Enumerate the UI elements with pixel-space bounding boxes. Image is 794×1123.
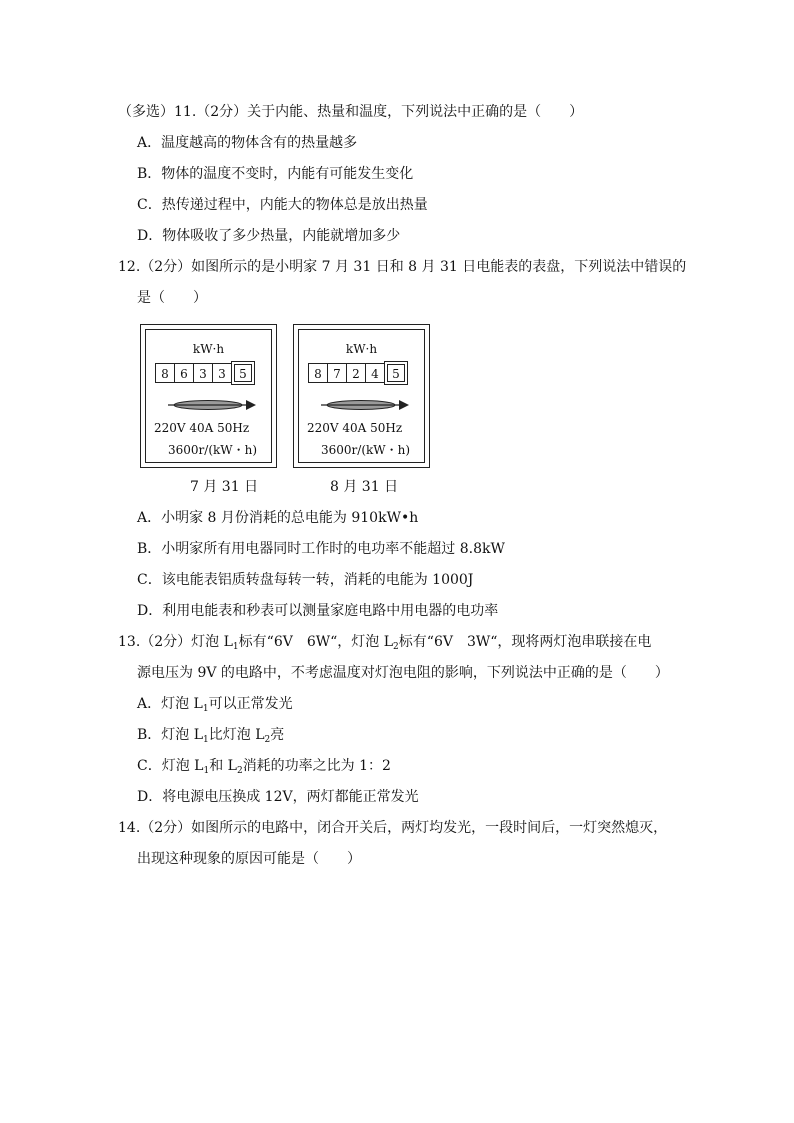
meter-spec-constant: 3600r/(kW・h): [321, 443, 411, 457]
q13-option-d: D．将电源电压换成 12V，两灯都能正常发光: [137, 789, 419, 805]
meter-digit: 8: [155, 363, 175, 383]
meter-caption-aug31: 8 月 31 日: [330, 479, 399, 495]
meter-digits: [155, 363, 252, 383]
meter-face: [145, 329, 272, 463]
q12-option-a: A．小明家 8 月份消耗的总电能为 910kW•h: [137, 510, 419, 526]
q13-option-c: C．灯泡 $L_1$和 $L_2$消耗的功率之比为 1：2: [137, 758, 391, 776]
meter-spec-rating: 220V 40A 50Hz: [154, 421, 250, 435]
meter-digit: 3: [212, 363, 232, 383]
q13-option-b: B．灯泡 $L_1$比灯泡 $L_2$亮: [137, 727, 285, 745]
q11-option-b: B．物体的温度不变时，内能有可能发生变化: [137, 166, 414, 182]
q14-stem-line2: 出现这种现象的原因可能是（ ）: [137, 851, 361, 867]
q12-stem-line2: 是（ ）: [137, 290, 207, 306]
meter-aug31: [293, 324, 430, 468]
meter-digit: 8: [308, 363, 328, 383]
disc-arrow-icon: [321, 397, 411, 413]
q13-stem-line2: 源电压为 9V 的电路中，不考虑温度对灯泡电阻的影响，下列说法中正确的是（ ）: [137, 665, 669, 681]
q12-stem-line1: 12.（2分）如图所示的是小明家 7 月 31 日和 8 月 31 日电能表的表盘，下列说法中错误的: [118, 259, 687, 275]
meter-caption-jul31: 7 月 31 日: [190, 479, 259, 495]
q11-option-c: C．热传递过程中，内能大的物体总是放出热量: [137, 197, 428, 213]
q12-option-b: B．小明家所有用电器同时工作时的电功率不能超过 8.8kW: [137, 541, 505, 557]
meter-unit: kW·h: [192, 342, 225, 356]
q14-stem-line1: 14.（2分）如图所示的电路中，闭合开关后，两灯均发光，一段时间后，一灯突然熄灭，: [118, 820, 668, 836]
disc-arrow-icon: [168, 397, 258, 413]
q12-option-d: D．利用电能表和秒表可以测量家庭电路中用电器的电功率: [137, 603, 499, 619]
q11-option-a: A．温度越高的物体含有的热量越多: [137, 135, 358, 151]
meter-digits: [308, 363, 405, 383]
q11-stem: （多选）11.（2分）关于内能、热量和温度，下列说法中正确的是（ ）: [118, 104, 584, 120]
meter-jul31: [140, 324, 277, 468]
meter-spec-rating: 220V 40A 50Hz: [307, 421, 403, 435]
meter-spec-constant: 3600r/(kW・h): [168, 443, 258, 457]
meter-digit: 7: [327, 363, 347, 383]
q11-option-d: D．物体吸收了多少热量，内能就增加多少: [137, 228, 401, 244]
meter-digit: 2: [346, 363, 366, 383]
meter-face: [298, 329, 425, 463]
q13-stem-line1: 13.（2分）灯泡 $L_1$标有“6V 6W“，灯泡 $L_2$标有“6V 3W“，现将两灯泡串联接在电: [118, 634, 652, 652]
meter-digit: 3: [193, 363, 213, 383]
meter-digit: 6: [174, 363, 194, 383]
meter-digit: 4: [365, 363, 385, 383]
meter-unit: kW·h: [345, 342, 378, 356]
q13-option-a: A．灯泡 $L_1$可以正常发光: [137, 696, 293, 714]
meter-decimal-digit: 5: [234, 364, 252, 382]
q12-option-c: C．该电能表铝质转盘每转一转，消耗的电能为 1000J: [137, 572, 474, 588]
meter-decimal-digit: 5: [387, 364, 405, 382]
